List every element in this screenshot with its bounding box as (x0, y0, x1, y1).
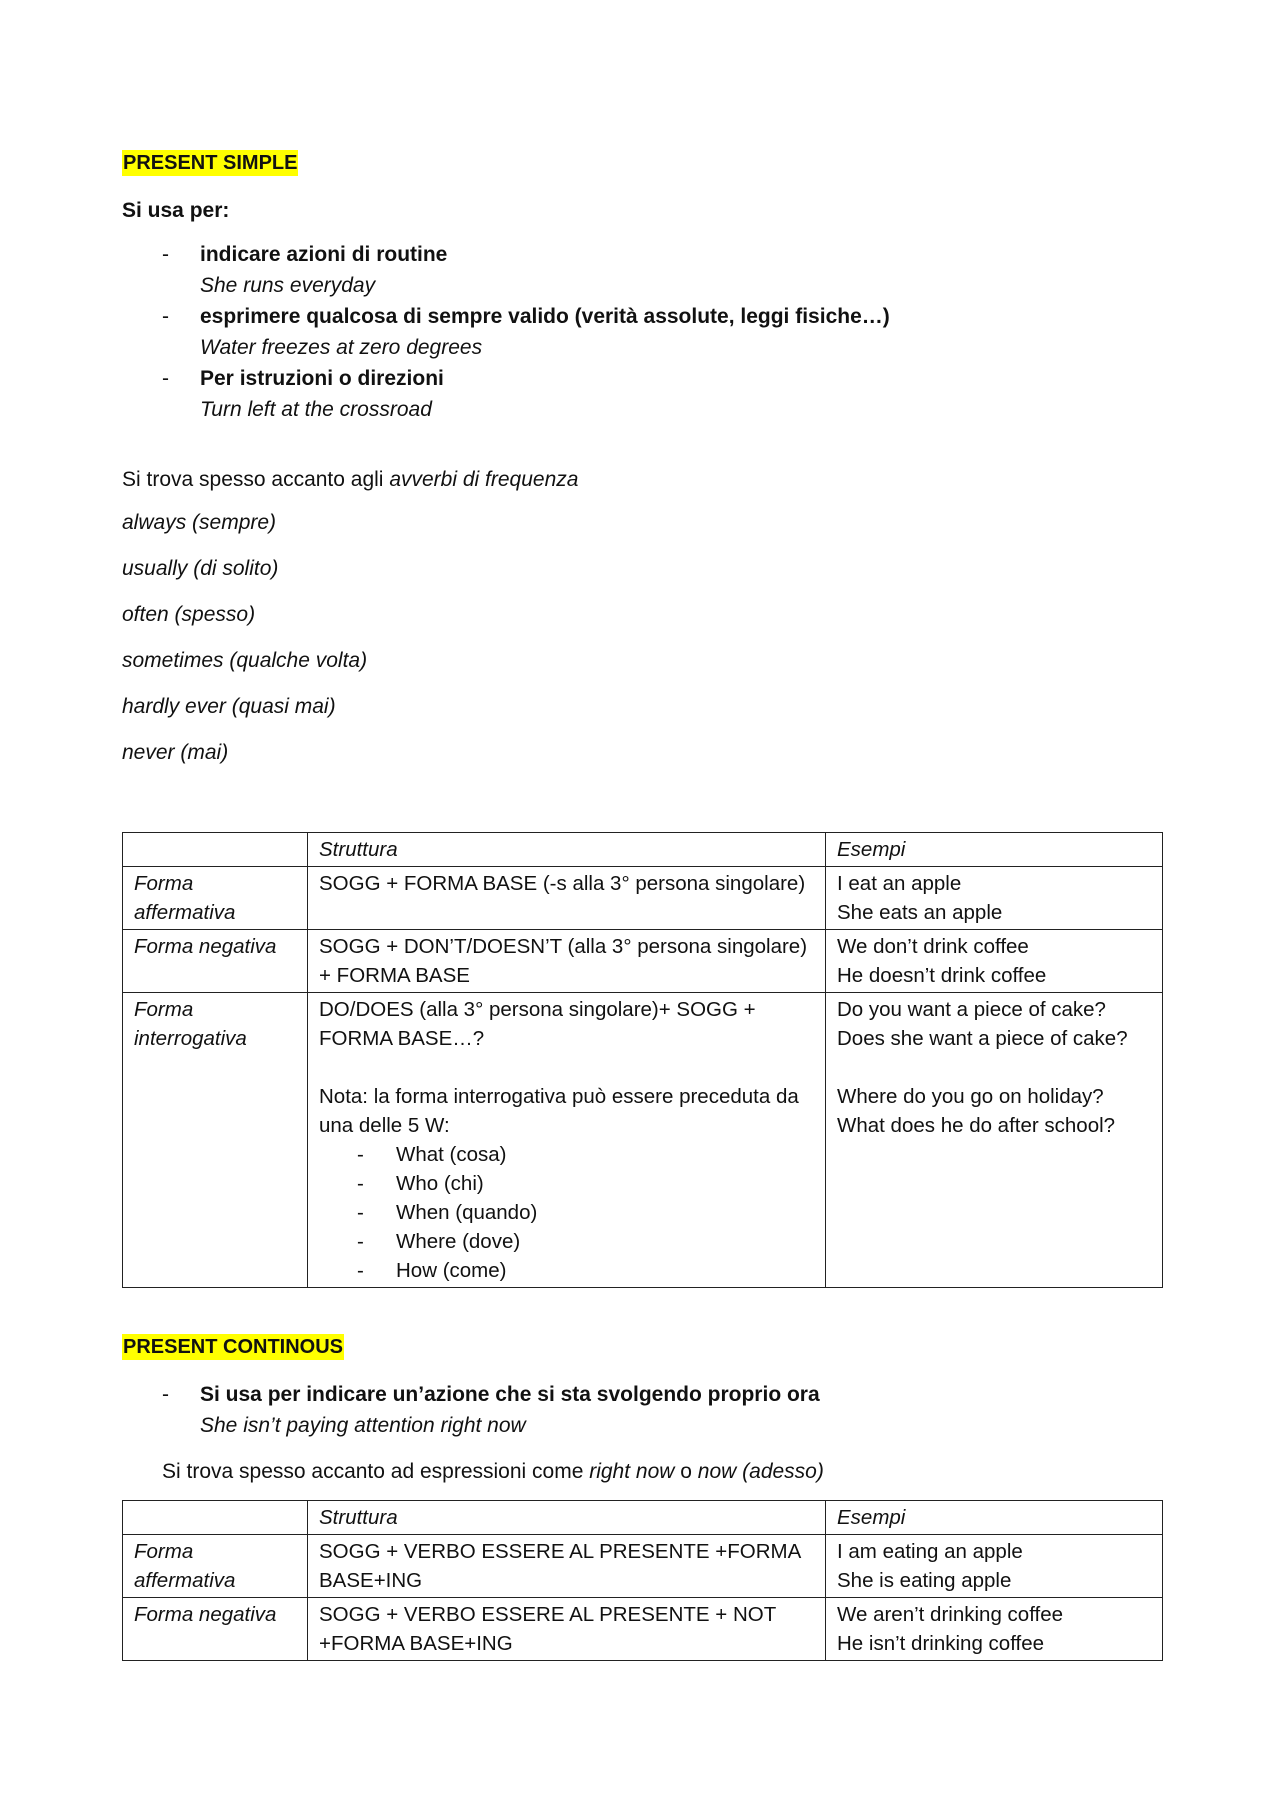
structure-cell: SOGG + DON’T/DOESN’T (alla 3° persona singolare) + FORMA BASE (308, 930, 826, 993)
present-simple-heading: PRESENT SIMPLE (123, 152, 298, 174)
list-item: often (spesso) (122, 603, 256, 626)
structure-cell: SOGG + VERBO ESSERE AL PRESENTE + NOT +FORMA BASE+ING (308, 1598, 826, 1661)
row-label: Forma negativa (123, 1598, 308, 1661)
table-row (123, 833, 1163, 867)
examples-cell: I am eating an apple She is eating apple (826, 1535, 1163, 1598)
examples-cell: We aren’t drinking coffee He isn’t drinking coffee (826, 1598, 1163, 1661)
table-row (123, 993, 1163, 1288)
examples-cell: I eat an apple She eats an apple (826, 867, 1163, 930)
list-item: hardly ever (quasi mai) (122, 695, 336, 718)
adverbs-list (122, 500, 1162, 776)
column-header: Esempi (826, 833, 1163, 867)
uses-list (122, 239, 1162, 425)
list-item: - esprimere qualcosa di sempre valido (verità assolute, leggi fisiche…) Water freezes at zero degrees (162, 305, 890, 359)
wh-note: Nota: la forma interrogativa può essere preceduta da una delle 5 W: (319, 1085, 799, 1137)
row-label: Forma affermativa (123, 1535, 308, 1598)
row-label: Forma affermativa (123, 867, 308, 930)
present-continuous-heading: PRESENT CONTINOUS (123, 1336, 344, 1358)
adverbs-intro: Si trova spesso accanto agli avverbi di frequenza (122, 468, 579, 491)
uses-label: Si usa per: (122, 199, 230, 222)
list-item: - indicare azioni di routine She runs everyday (162, 243, 448, 297)
row-label: Forma negativa (123, 930, 308, 993)
present-continuous-table (122, 1500, 1163, 1661)
list-item: sometimes (qualche volta) (122, 649, 368, 672)
continuous-uses-list (122, 1379, 1162, 1441)
column-header: Struttura (308, 1501, 826, 1535)
table-row (123, 1535, 1163, 1598)
table-row (123, 930, 1163, 993)
column-header: Esempi (826, 1501, 1163, 1535)
list-item: never (mai) (122, 741, 229, 764)
list-item: usually (di solito) (122, 557, 279, 580)
list-item: - Who (chi) (357, 1172, 484, 1195)
list-item: - Per istruzioni o direzioni Turn left at the crossroad (162, 367, 444, 421)
list-item: always (sempre) (122, 511, 277, 534)
list-item: - What (cosa) (357, 1143, 507, 1166)
structure-cell: DO/DOES (alla 3° persona singolare)+ SOGG + FORMA BASE…? Nota: la forma interrogativa può essere preceduta da una delle 5 W: - What (cosa) - Who (chi) - When (quando) - Where (dove) - How (come) (308, 993, 826, 1288)
table-row (123, 867, 1163, 930)
examples-cell: We don’t drink coffee He doesn’t drink coffee (826, 930, 1163, 993)
column-header: Struttura (308, 833, 826, 867)
structure-cell: SOGG + VERBO ESSERE AL PRESENTE +FORMA BASE+ING (308, 1535, 826, 1598)
present-simple-table (122, 832, 1163, 1288)
wh-list (319, 1140, 814, 1285)
list-item: - Si usa per indicare un’azione che si sta svolgendo proprio ora She isn’t paying attention right now (162, 1383, 820, 1437)
list-item: - When (quando) (357, 1201, 538, 1224)
row-label: Forma interrogativa (123, 993, 308, 1288)
examples-cell: Do you want a piece of cake? Does she want a piece of cake? Where do you go on holiday? What does he do after school? (826, 993, 1163, 1288)
list-item: - How (come) (357, 1259, 507, 1282)
table-row (123, 1501, 1163, 1535)
structure-cell: SOGG + FORMA BASE (-s alla 3° persona singolare) (308, 867, 826, 930)
document-page (122, 150, 1162, 1661)
list-item: - Where (dove) (357, 1230, 521, 1253)
table-row (123, 1598, 1163, 1661)
expressions-note: Si trova spesso accanto ad espressioni come right now o now (adesso) (162, 1460, 824, 1483)
